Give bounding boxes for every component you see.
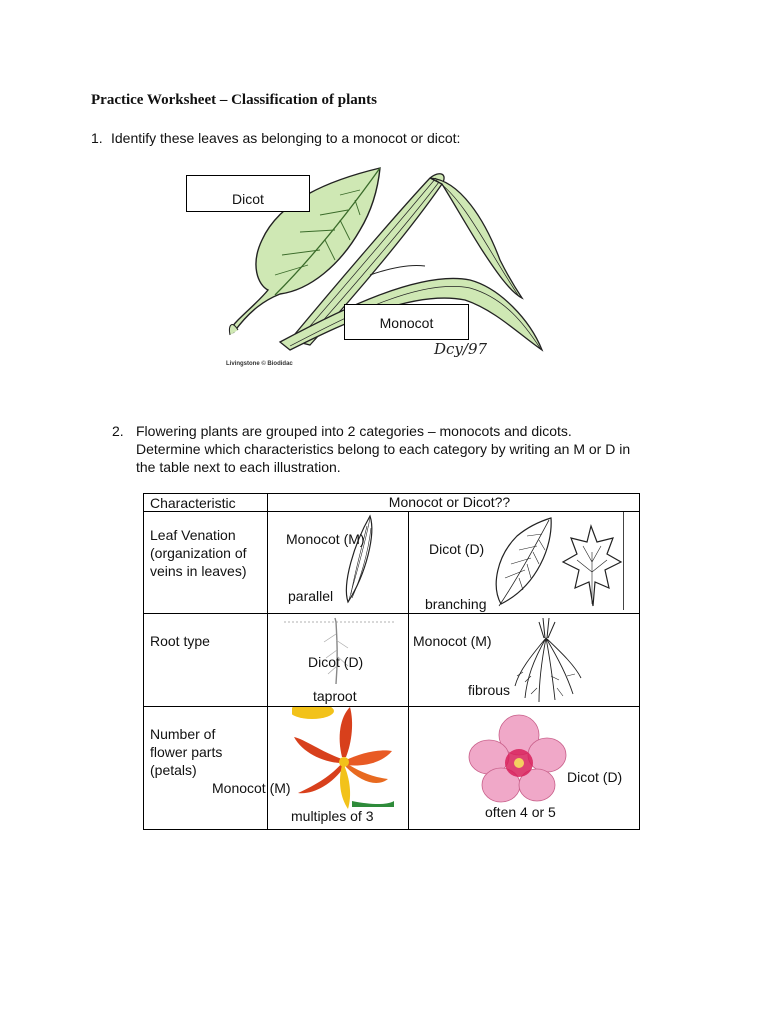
dicot-answer-box[interactable]: [186, 175, 310, 212]
leaf-right-answer: Dicot (D): [429, 541, 485, 557]
characteristic-line-1: Number of: [150, 726, 216, 742]
artist-signature: Dcy/97: [434, 340, 488, 358]
branching-leaf-drawing: [487, 516, 557, 611]
question-1-number: 1.: [91, 130, 103, 146]
dicot-answer-text: Dicot: [232, 191, 264, 207]
lily-flower-drawing: [292, 707, 396, 811]
image-credit: Livingstone © Biodidac: [226, 361, 293, 367]
root-left-caption: taproot: [313, 688, 357, 704]
question-2-number: 2.: [112, 423, 124, 439]
table-row: [144, 614, 640, 707]
left-answer-cell[interactable]: [268, 512, 409, 614]
question-2-line-1: Flowering plants are grouped into 2 categories – monocots and dicots.: [136, 423, 572, 439]
root-left-answer: Dicot (D): [308, 654, 364, 670]
characteristic-line-2: flower parts: [150, 744, 223, 760]
header-type: Monocot or Dicot??: [388, 494, 511, 510]
maple-leaf-drawing: [561, 522, 623, 608]
monocot-answer-box[interactable]: [344, 304, 469, 340]
table-row: [144, 512, 640, 614]
left-answer-cell[interactable]: [268, 614, 409, 707]
flower-right-answer: Dicot (D): [567, 769, 623, 785]
question-2-line-3: the table next to each illustration.: [136, 459, 341, 475]
flower-right-caption: often 4 or 5: [485, 804, 556, 820]
question-1-text: Identify these leaves as belonging to a monocot or dicot:: [111, 130, 461, 146]
root-right-answer: Monocot (M): [413, 633, 492, 649]
table-row: [144, 707, 640, 830]
parallel-leaf-drawing: [340, 514, 380, 606]
table-header-row: [144, 494, 640, 512]
pink-flower-drawing: [467, 713, 567, 805]
question-2-line-2: Determine which characteristics belong to each category by writing an M or D in: [136, 441, 631, 457]
page-title: Practice Worksheet – Classification of plants: [91, 92, 377, 108]
fibrous-root-drawing: [511, 616, 583, 704]
edge-line: [623, 512, 624, 610]
characteristic-line-3: (petals): [150, 762, 197, 778]
characteristic-line-1: Root type: [150, 633, 210, 649]
header-characteristic: Characteristic: [150, 495, 236, 511]
characteristic-line-2: (organization of: [150, 545, 247, 561]
characteristic-cell: [144, 614, 268, 707]
left-answer-cell[interactable]: [268, 707, 409, 830]
leaf-left-answer: Monocot (M): [286, 531, 365, 547]
leaf-left-caption: parallel: [288, 588, 334, 604]
flower-left-answer: Monocot (M): [212, 780, 291, 796]
header-characteristic-cell: [144, 494, 268, 512]
monocot-answer-text: Monocot: [379, 315, 434, 331]
header-type-cell: [268, 494, 640, 512]
leaf-right-caption: branching: [425, 596, 487, 612]
right-answer-cell[interactable]: [409, 614, 640, 707]
right-answer-cell[interactable]: [409, 707, 640, 830]
right-answer-cell[interactable]: [409, 512, 640, 614]
characteristic-cell: [144, 707, 268, 830]
characteristic-line-1: Leaf Venation: [150, 527, 236, 543]
characteristic-cell: [144, 512, 268, 614]
flower-left-caption: multiples of 3: [291, 808, 374, 824]
characteristic-line-3: veins in leaves): [150, 563, 247, 579]
root-right-caption: fibrous: [468, 682, 511, 698]
